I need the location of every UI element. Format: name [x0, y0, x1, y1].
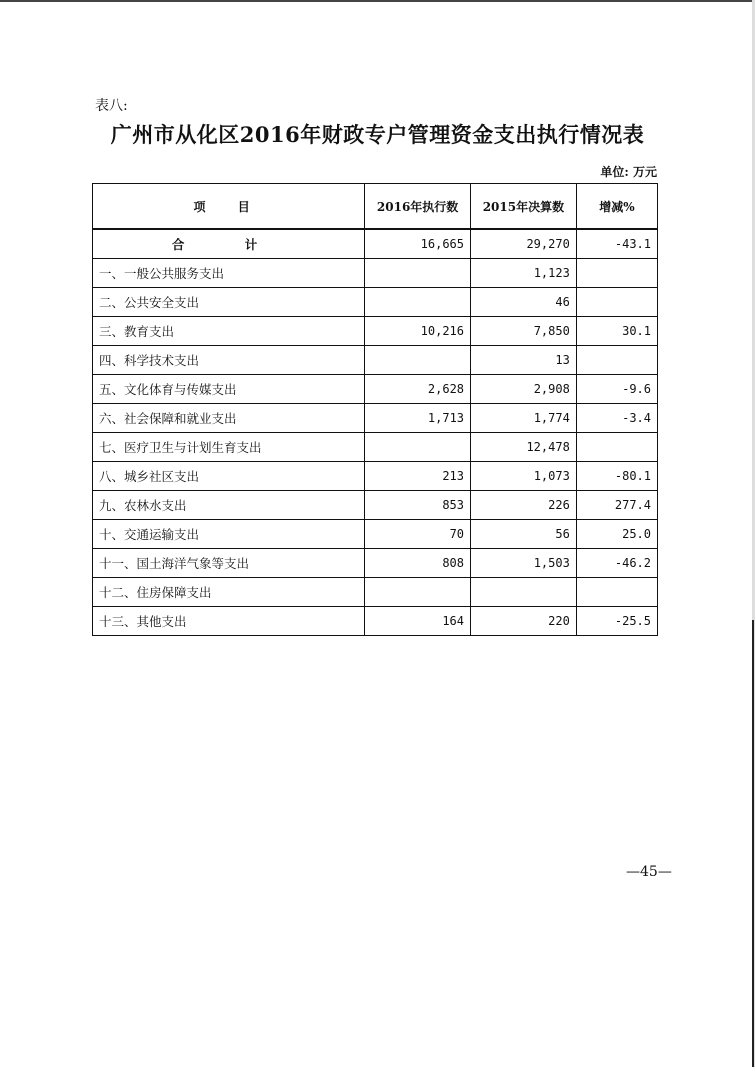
table-row [93, 317, 658, 346]
document-title: 广州市从化区2016年财政专户管理资金支出执行情况表 [110, 122, 645, 147]
row-2015: 2,908 [471, 375, 577, 404]
total-2015: 29,270 [471, 229, 577, 259]
row-label: 十三、其他支出 [93, 607, 365, 636]
row-2015 [471, 578, 577, 607]
row-label: 十二、住房保障支出 [93, 578, 365, 607]
header-2016: 2016年执行数 [365, 184, 471, 230]
row-2015: 1,123 [471, 259, 577, 288]
table-row [93, 375, 658, 404]
table-row [93, 520, 658, 549]
total-2016: 16,665 [365, 229, 471, 259]
table-row [93, 491, 658, 520]
table-row [93, 404, 658, 433]
row-change [576, 433, 657, 462]
row-change [576, 288, 657, 317]
table-row [93, 346, 658, 375]
row-2015: 226 [471, 491, 577, 520]
row-2016: 164 [365, 607, 471, 636]
row-label: 三、教育支出 [93, 317, 365, 346]
row-2015: 56 [471, 520, 577, 549]
scan-top-border [0, 0, 755, 2]
table-header [93, 184, 658, 230]
row-2015: 1,073 [471, 462, 577, 491]
unit-label: 单位: 万元 [600, 165, 657, 179]
row-2016: 853 [365, 491, 471, 520]
row-change: -80.1 [576, 462, 657, 491]
row-change: 30.1 [576, 317, 657, 346]
row-change: -3.4 [576, 404, 657, 433]
row-2016 [365, 578, 471, 607]
row-2015: 12,478 [471, 433, 577, 462]
row-2016: 2,628 [365, 375, 471, 404]
row-2016 [365, 259, 471, 288]
row-change: -46.2 [576, 549, 657, 578]
row-label: 六、社会保障和就业支出 [93, 404, 365, 433]
row-change [576, 259, 657, 288]
row-label: 九、农林水支出 [93, 491, 365, 520]
row-2015: 46 [471, 288, 577, 317]
row-label: 五、文化体育与传媒支出 [93, 375, 365, 404]
row-2016 [365, 346, 471, 375]
row-2015: 1,503 [471, 549, 577, 578]
header-item: 项 目 [93, 184, 365, 230]
row-change: 277.4 [576, 491, 657, 520]
table-row [93, 607, 658, 636]
row-label: 四、科学技术支出 [93, 346, 365, 375]
row-2016: 1,713 [365, 404, 471, 433]
row-2015: 13 [471, 346, 577, 375]
table-row [93, 259, 658, 288]
row-label: 十、交通运输支出 [93, 520, 365, 549]
row-label: 二、公共安全支出 [93, 288, 365, 317]
row-2016 [365, 288, 471, 317]
row-label: 七、医疗卫生与计划生育支出 [93, 433, 365, 462]
row-change [576, 578, 657, 607]
row-2015: 1,774 [471, 404, 577, 433]
scan-right-edge [752, 620, 754, 1067]
row-2016 [365, 433, 471, 462]
table-row [93, 549, 658, 578]
header-row [93, 184, 658, 230]
row-2016: 70 [365, 520, 471, 549]
table-body [93, 229, 658, 636]
row-2016: 808 [365, 549, 471, 578]
row-2016: 213 [365, 462, 471, 491]
row-label: 十一、国土海洋气象等支出 [93, 549, 365, 578]
table-row [93, 433, 658, 462]
header-change: 增减% [576, 184, 657, 230]
table-row [93, 288, 658, 317]
row-label: 八、城乡社区支出 [93, 462, 365, 491]
total-change: -43.1 [576, 229, 657, 259]
total-row [93, 229, 658, 259]
expenditure-table [92, 183, 658, 636]
row-2015: 220 [471, 607, 577, 636]
row-label: 一、一般公共服务支出 [93, 259, 365, 288]
row-change: 25.0 [576, 520, 657, 549]
total-label: 合 计 [93, 229, 365, 259]
row-change [576, 346, 657, 375]
row-change: -9.6 [576, 375, 657, 404]
table-number-label: 表八: [95, 98, 128, 114]
table-row [93, 462, 658, 491]
table-row [93, 578, 658, 607]
page-number: —45— [626, 864, 672, 880]
header-2015: 2015年决算数 [471, 184, 577, 230]
row-change: -25.5 [576, 607, 657, 636]
row-2016: 10,216 [365, 317, 471, 346]
row-2015: 7,850 [471, 317, 577, 346]
